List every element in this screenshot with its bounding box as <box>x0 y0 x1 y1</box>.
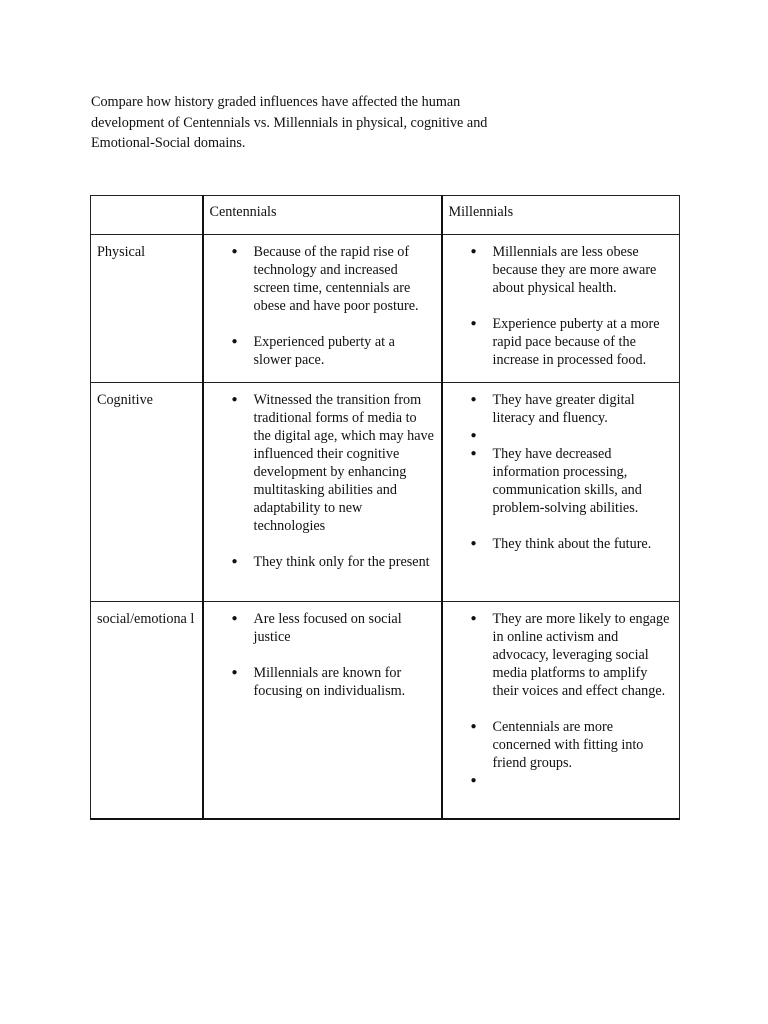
list-item-empty <box>471 427 674 445</box>
row-label-physical: Physical <box>91 235 203 383</box>
bullet-list <box>443 235 680 369</box>
cell-physical-millennials <box>442 235 680 383</box>
row-label-social-emotional: social/emotiona l <box>91 602 203 820</box>
row-label-cognitive: Cognitive <box>91 383 203 602</box>
header-cell-centennials: Centennials <box>203 196 442 235</box>
list-item: ● Experienced puberty at a slower pace. <box>232 333 435 369</box>
list-item: ● Are less focused on social justice <box>232 610 435 646</box>
cell-social-millennials <box>442 602 680 820</box>
bullet-list <box>204 235 441 369</box>
header-cell-empty <box>91 196 203 235</box>
list-item: ● They have decreased information processing, communication skills, and problem-solving abilities. <box>471 445 674 517</box>
cell-cognitive-centennials <box>203 383 442 602</box>
table-row-physical <box>91 235 680 383</box>
list-item: ● They are more likely to engage in online activism and advocacy, leveraging social media platforms to amplify their voices and effect change. <box>471 610 674 700</box>
list-item: ● Centennials are more concerned with fitting into friend groups. <box>471 718 674 772</box>
list-item: ● Experience puberty at a more rapid pace because of the increase in processed food. <box>471 315 674 369</box>
list-item: ● Millennials are less obese because they are more aware about physical health. <box>471 243 674 297</box>
table-row-social-emotional <box>91 602 680 820</box>
list-item: ● They think about the future. <box>471 535 674 553</box>
cell-social-centennials <box>203 602 442 820</box>
cell-physical-centennials <box>203 235 442 383</box>
bullet-list <box>443 602 680 790</box>
cell-cognitive-millennials <box>442 383 680 602</box>
list-item-empty <box>471 772 674 790</box>
list-item: ● Because of the rapid rise of technology and increased screen time, centennials are obese and have poor posture. <box>232 243 435 315</box>
header-cell-millennials: Millennials <box>442 196 680 235</box>
table-header-row <box>91 196 680 235</box>
table-row-cognitive <box>91 383 680 602</box>
comparison-table <box>90 195 680 820</box>
assignment-prompt: Compare how history graded influences have affected the human development of Centennials vs. Millennials in physical, cognitive and Emotional-Social domains. <box>91 94 488 151</box>
list-item: ● They have greater digital literacy and fluency. <box>471 391 674 427</box>
bullet-list <box>204 602 441 700</box>
bullet-list <box>204 383 441 571</box>
bullet-list <box>443 383 680 553</box>
list-item: ● Millennials are known for focusing on individualism. <box>232 664 435 700</box>
list-item: ● They think only for the present <box>232 553 435 571</box>
list-item: ● Witnessed the transition from traditional forms of media to the digital age, which may have influenced their cognitive development by enhancing multitasking abilities and adaptability to new technologies <box>232 391 435 535</box>
